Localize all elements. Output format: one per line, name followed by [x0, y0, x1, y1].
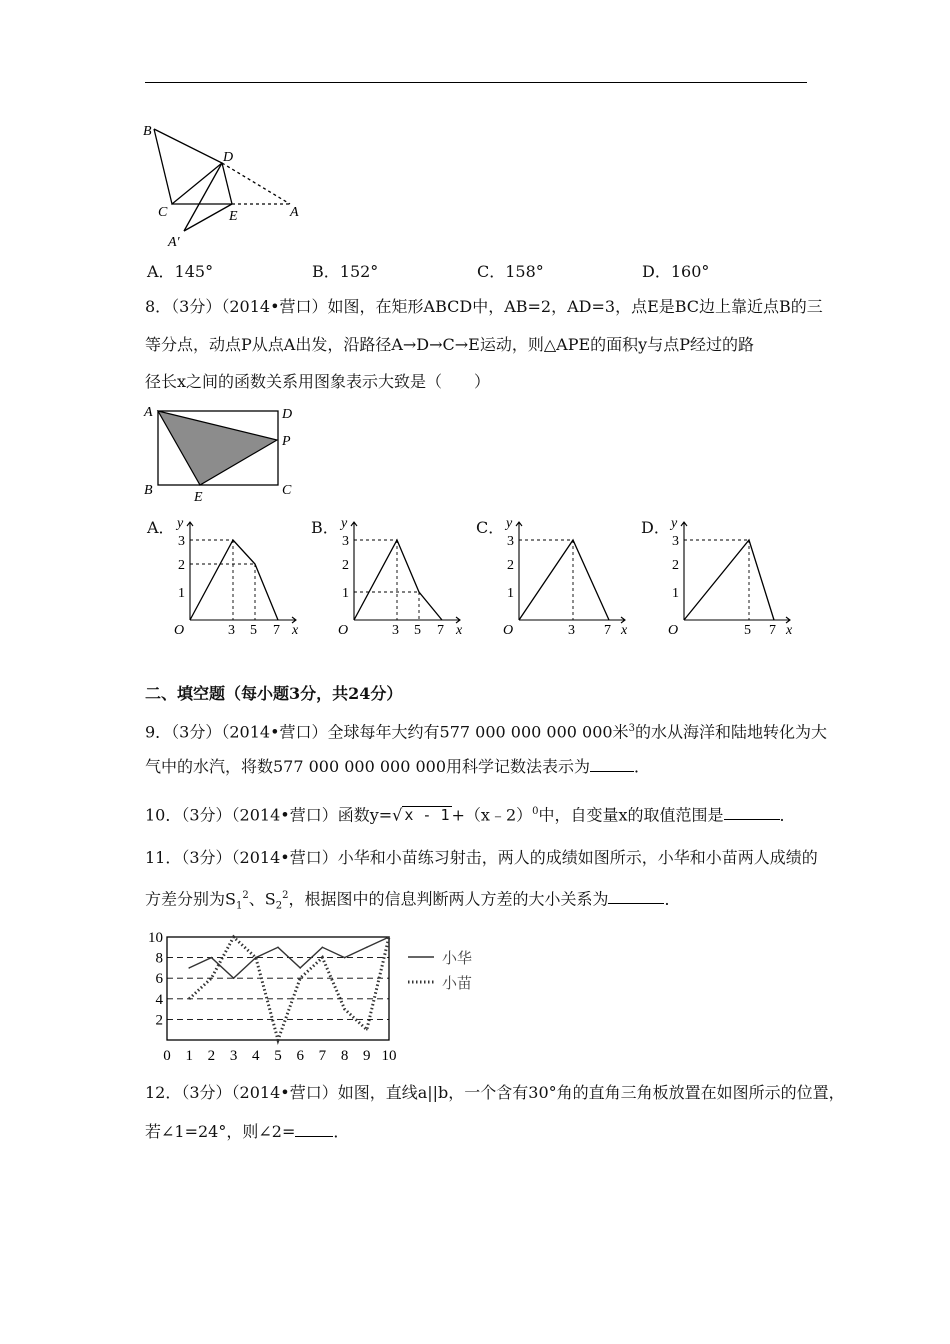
svg-text:2: 2 [342, 558, 349, 573]
section-2-title: 二、填空题（每小题3分，共24分） [145, 684, 403, 703]
svg-text:O: O [503, 623, 514, 638]
q7-label-d: D [223, 150, 234, 165]
x-tick-label: 8 [340, 1048, 349, 1064]
svg-text:1: 1 [507, 586, 514, 601]
data-point [233, 977, 235, 979]
header-rule [145, 82, 807, 83]
q8-line-2: 等分点，动点P从点A出发，沿路径A→D→C→E运动，则△APE的面积y与点P经过的路 [145, 335, 754, 354]
svg-text:1: 1 [178, 586, 185, 601]
svg-text:7: 7 [273, 623, 280, 638]
q8-label-d: D [282, 407, 293, 422]
svg-text:3: 3 [672, 534, 679, 549]
x-tick-label: 5 [274, 1048, 282, 1064]
y-tick-label: 10 [148, 930, 163, 946]
svg-text:7: 7 [769, 623, 776, 638]
q8-label-a: A [144, 405, 153, 420]
q11-line-1: 11．（3分）（2014•营口）小华和小苗练习射击，两人的成绩如图所示，小华和小苗两人成绩的 [145, 848, 818, 867]
svg-text:y: y [506, 516, 513, 531]
legend-label-1: 小华 [442, 951, 473, 967]
q8-line-1: 8．（3分）（2014•营口）如图，在矩形ABCD中，AB=2，AD=3，点E是BC边上靠近点B的三 [145, 297, 823, 316]
q7-option-d: D．160° [642, 262, 710, 281]
svg-text:O: O [668, 623, 679, 638]
q8-figure [140, 402, 305, 506]
q7-dash-da [222, 163, 290, 204]
x-tick-label: 1 [185, 1048, 193, 1064]
q8-option-c-label: C． [476, 518, 505, 537]
q8-label-e: E [194, 490, 203, 505]
svg-text:O: O [174, 623, 185, 638]
y-tick-label: 8 [155, 950, 163, 967]
svg-text:2: 2 [507, 558, 514, 573]
q12-line-2: 若∠1=24°，则∠2= ． [145, 1122, 350, 1141]
series-line-2 [189, 937, 389, 1040]
data-point [277, 1039, 279, 1041]
data-point [322, 957, 324, 959]
q10-radicand: x - 1 [404, 806, 450, 825]
q8a-y: y [177, 516, 184, 531]
data-point [344, 957, 346, 959]
svg-text:1: 1 [342, 586, 349, 601]
svg-text:5: 5 [250, 623, 257, 638]
q7-label-c: C [158, 205, 168, 220]
x-tick-label: 6 [296, 1048, 304, 1064]
q8-graph-a [168, 512, 313, 640]
data-point [277, 947, 279, 949]
svg-text:y: y [671, 516, 678, 531]
x-tick-label: 0 [163, 1048, 171, 1064]
y-tick-label: 2 [155, 1012, 163, 1029]
q10-line: 10．（3分）（2014•营口）函数y=√ x - 1 +（x﹣2）$^0$中，自变量x的取值范围是 ． [145, 805, 796, 825]
q8-option-d-label: D． [641, 518, 670, 537]
svg-text:7: 7 [437, 623, 444, 638]
q10-answer-blank[interactable] [724, 805, 780, 820]
q8-label-b: B [144, 483, 153, 498]
data-point [299, 977, 301, 979]
q12-line-1: 12．（3分）（2014•营口）如图，直线a||b，一个含有30°角的直角三角板放置在如图所示的位置， [145, 1083, 845, 1102]
q11-answer-blank[interactable] [608, 889, 664, 904]
data-point [255, 957, 257, 959]
y-tick-label: 4 [155, 991, 163, 1008]
data-point [388, 936, 390, 938]
q7-option-b: B．152° [312, 262, 379, 281]
svg-text:y: y [341, 516, 348, 531]
q11-chart [140, 925, 500, 1070]
q7-option-a: A．145° [147, 262, 214, 281]
sqrt-sign: √ [392, 805, 403, 825]
data-point [366, 1029, 368, 1031]
svg-text:O: O [338, 623, 349, 638]
x-tick-label: 3 [229, 1048, 238, 1064]
svg-text:1: 1 [672, 586, 679, 601]
legend-label-2: 小苗 [442, 976, 473, 992]
x-tick-label: 7 [318, 1048, 327, 1064]
data-point [188, 967, 190, 969]
y-tick-label: 6 [155, 971, 163, 988]
q8-triangle-ape [158, 411, 277, 485]
x-tick-label: 2 [207, 1048, 216, 1064]
data-point [211, 957, 213, 959]
q11-line-2: 方差分别为$S_1^2$、$S_2^2$，根据图中的信息判断两人方差的大小关系为 ． [145, 889, 681, 912]
svg-text:7: 7 [604, 623, 611, 638]
svg-text:3: 3 [392, 623, 399, 638]
q9-line-2: 气中的水汽，将数577 000 000 000 000用科学记数法表示为 ． [145, 757, 651, 776]
svg-text:3: 3 [228, 623, 235, 638]
x-tick-label: 4 [252, 1048, 260, 1064]
q7-label-a: A [290, 205, 299, 220]
q8-graph-a-line [190, 540, 278, 620]
data-point [299, 967, 301, 969]
data-point [322, 947, 324, 949]
x-tick-label: 9 [363, 1048, 371, 1064]
svg-text:3: 3 [507, 534, 514, 549]
svg-text:3: 3 [568, 623, 575, 638]
data-point [233, 936, 235, 938]
q7-label-b: B [143, 124, 152, 139]
q7-label-e: E [229, 209, 238, 224]
q8-label-p: P [282, 434, 291, 449]
svg-text:2: 2 [672, 558, 679, 573]
q8-graph-d-line [684, 540, 774, 620]
q7-quad-upper [154, 129, 222, 204]
svg-text:5: 5 [744, 623, 751, 638]
q9-answer-blank[interactable] [590, 757, 634, 772]
data-point [366, 947, 368, 949]
svg-text:x: x [292, 623, 299, 638]
q7-label-aprime: A′ [168, 235, 180, 250]
data-point [188, 998, 190, 1000]
svg-text:3: 3 [342, 534, 349, 549]
q7-option-c: C．158° [477, 262, 544, 281]
q12-answer-blank[interactable] [295, 1122, 333, 1137]
svg-text:x: x [786, 623, 793, 638]
q7-figure [140, 120, 310, 250]
q8-option-b-label: B． [311, 518, 339, 537]
svg-text:3: 3 [178, 534, 185, 549]
q8-option-a-label: A． [147, 518, 175, 537]
svg-text:x: x [456, 623, 463, 638]
q9-line-1: 9．（3分）（2014•营口）全球每年大约有577 000 000 000 000米$^3$的水从海洋和陆地转化为大 [145, 722, 827, 742]
svg-text:5: 5 [414, 623, 421, 638]
q8-graph-b-line [354, 540, 442, 620]
q8-graph-b [332, 512, 477, 640]
q8-label-c: C [282, 483, 292, 498]
q8-graph-d [662, 512, 807, 640]
q8-line-3: 径长x之间的函数关系用图象表示大致是（ ） [145, 372, 491, 391]
svg-text:x: x [621, 623, 628, 638]
q7-edge-de [222, 163, 232, 204]
svg-text:2: 2 [178, 558, 185, 573]
data-point [344, 1008, 346, 1010]
data-point [211, 977, 213, 979]
x-tick-label: 10 [381, 1048, 397, 1064]
q8-graph-c [497, 512, 642, 640]
q8-graph-c-line [519, 540, 609, 620]
